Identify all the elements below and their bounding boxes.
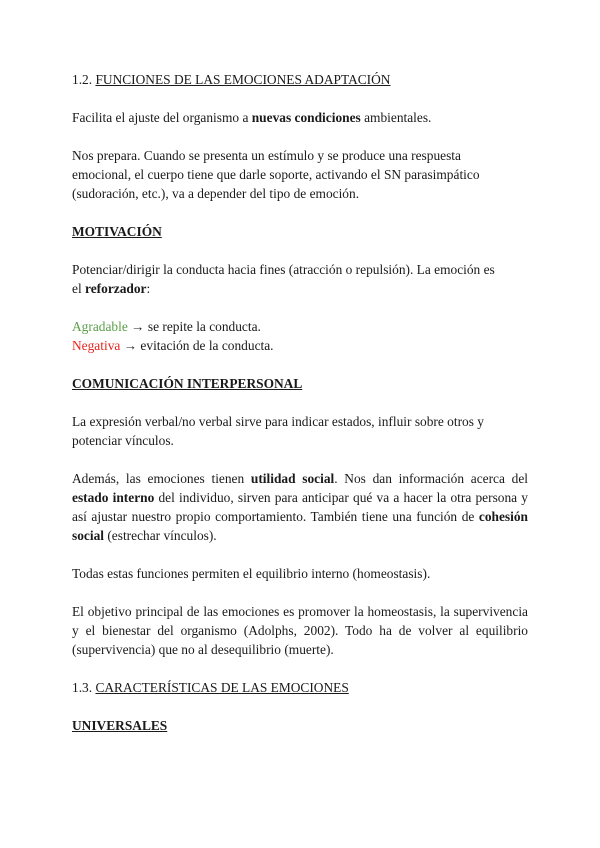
section-title-1-2 bbox=[72, 70, 528, 89]
text-run: . Nos dan información acerca del bbox=[334, 471, 528, 486]
text-run: El objetivo principal de las emociones es promover la homeostasis, la bbox=[72, 604, 450, 619]
text-line: Potenciar/dirigir la conducta hacia fines (atracción o repulsión). La emoción es bbox=[72, 262, 495, 277]
comunicacion-paragraph-1 bbox=[72, 412, 528, 450]
text-run: de bbox=[461, 509, 479, 524]
text-line: potenciar vínculos. bbox=[72, 433, 174, 448]
adaptacion-paragraph-1 bbox=[72, 108, 528, 127]
text-run: persona y así ajustar nuestro propio comportamiento. También tiene una función bbox=[72, 490, 529, 524]
comunicacion-paragraph-4 bbox=[72, 602, 528, 659]
text-run: supervivencia y el bienestar del organismo (Adolphs, 2002). Todo ha de volver bbox=[72, 604, 528, 638]
text-line: (sudoración, etc.), va a depender del tipo de emoción. bbox=[72, 186, 360, 201]
comunicacion-paragraph-2 bbox=[72, 469, 528, 545]
motivacion-negativa bbox=[72, 336, 528, 355]
section-number: 1.3. bbox=[72, 680, 93, 695]
text-line: Nos prepara. Cuando se presenta un estímulo y se produce una respuesta bbox=[72, 148, 461, 163]
bold-run: reforzador bbox=[85, 281, 147, 296]
text-run: ambientales. bbox=[360, 110, 432, 125]
motivacion-agradable bbox=[72, 317, 528, 336]
section-number: 1.2. bbox=[72, 72, 93, 87]
text-run: Además, las emociones tienen bbox=[72, 471, 251, 486]
heading-comunicacion: COMUNICACIÓN INTERPERSONAL bbox=[72, 376, 303, 391]
bold-run: utilidad social bbox=[250, 471, 335, 486]
heading-universales: UNIVERSALES bbox=[72, 718, 168, 733]
text-run: Facilita el ajuste del organismo a bbox=[72, 110, 252, 125]
section-title-1-3 bbox=[72, 678, 528, 697]
motivacion-paragraph bbox=[72, 260, 528, 298]
text-line: La expresión verbal/no verbal sirve para indicar estados, influir sobre otros y bbox=[72, 414, 484, 429]
text-run: (estrechar vínculos). bbox=[104, 528, 217, 543]
text-line: emocional, el cuerpo tiene que darle soporte, activando el SN parasimpático bbox=[72, 167, 480, 182]
text-run: el bbox=[72, 281, 86, 296]
heading-motivacion: MOTIVACIÓN bbox=[72, 224, 162, 239]
document-page bbox=[72, 70, 528, 735]
adaptacion-paragraph-2 bbox=[72, 146, 528, 203]
text-run: al equilibrio (supervivencia) que no al desequilibrio (muerte). bbox=[72, 623, 528, 657]
section-title-text: FUNCIONES DE LAS EMOCIONES ADAPTACIÓN bbox=[95, 72, 391, 87]
negativa-label: Negativa bbox=[72, 338, 121, 353]
text-run: → evitación de la conducta. bbox=[120, 338, 274, 353]
bold-run: estado interno bbox=[72, 490, 155, 505]
comunicacion-paragraph-3: Todas estas funciones permiten el equilibrio interno (homeostasis). bbox=[72, 566, 431, 581]
agradable-label: Agradable bbox=[72, 319, 128, 334]
text-run: → se repite la conducta. bbox=[127, 319, 261, 334]
text-run: : bbox=[146, 281, 151, 296]
bold-run: cohesión social bbox=[72, 509, 528, 543]
section-title-text: CARACTERÍSTICAS DE LAS EMOCIONES bbox=[95, 680, 349, 695]
bold-run: nuevas condiciones bbox=[251, 110, 361, 125]
text-run: del individuo, sirven para anticipar qué va a hacer la otra bbox=[154, 490, 472, 505]
